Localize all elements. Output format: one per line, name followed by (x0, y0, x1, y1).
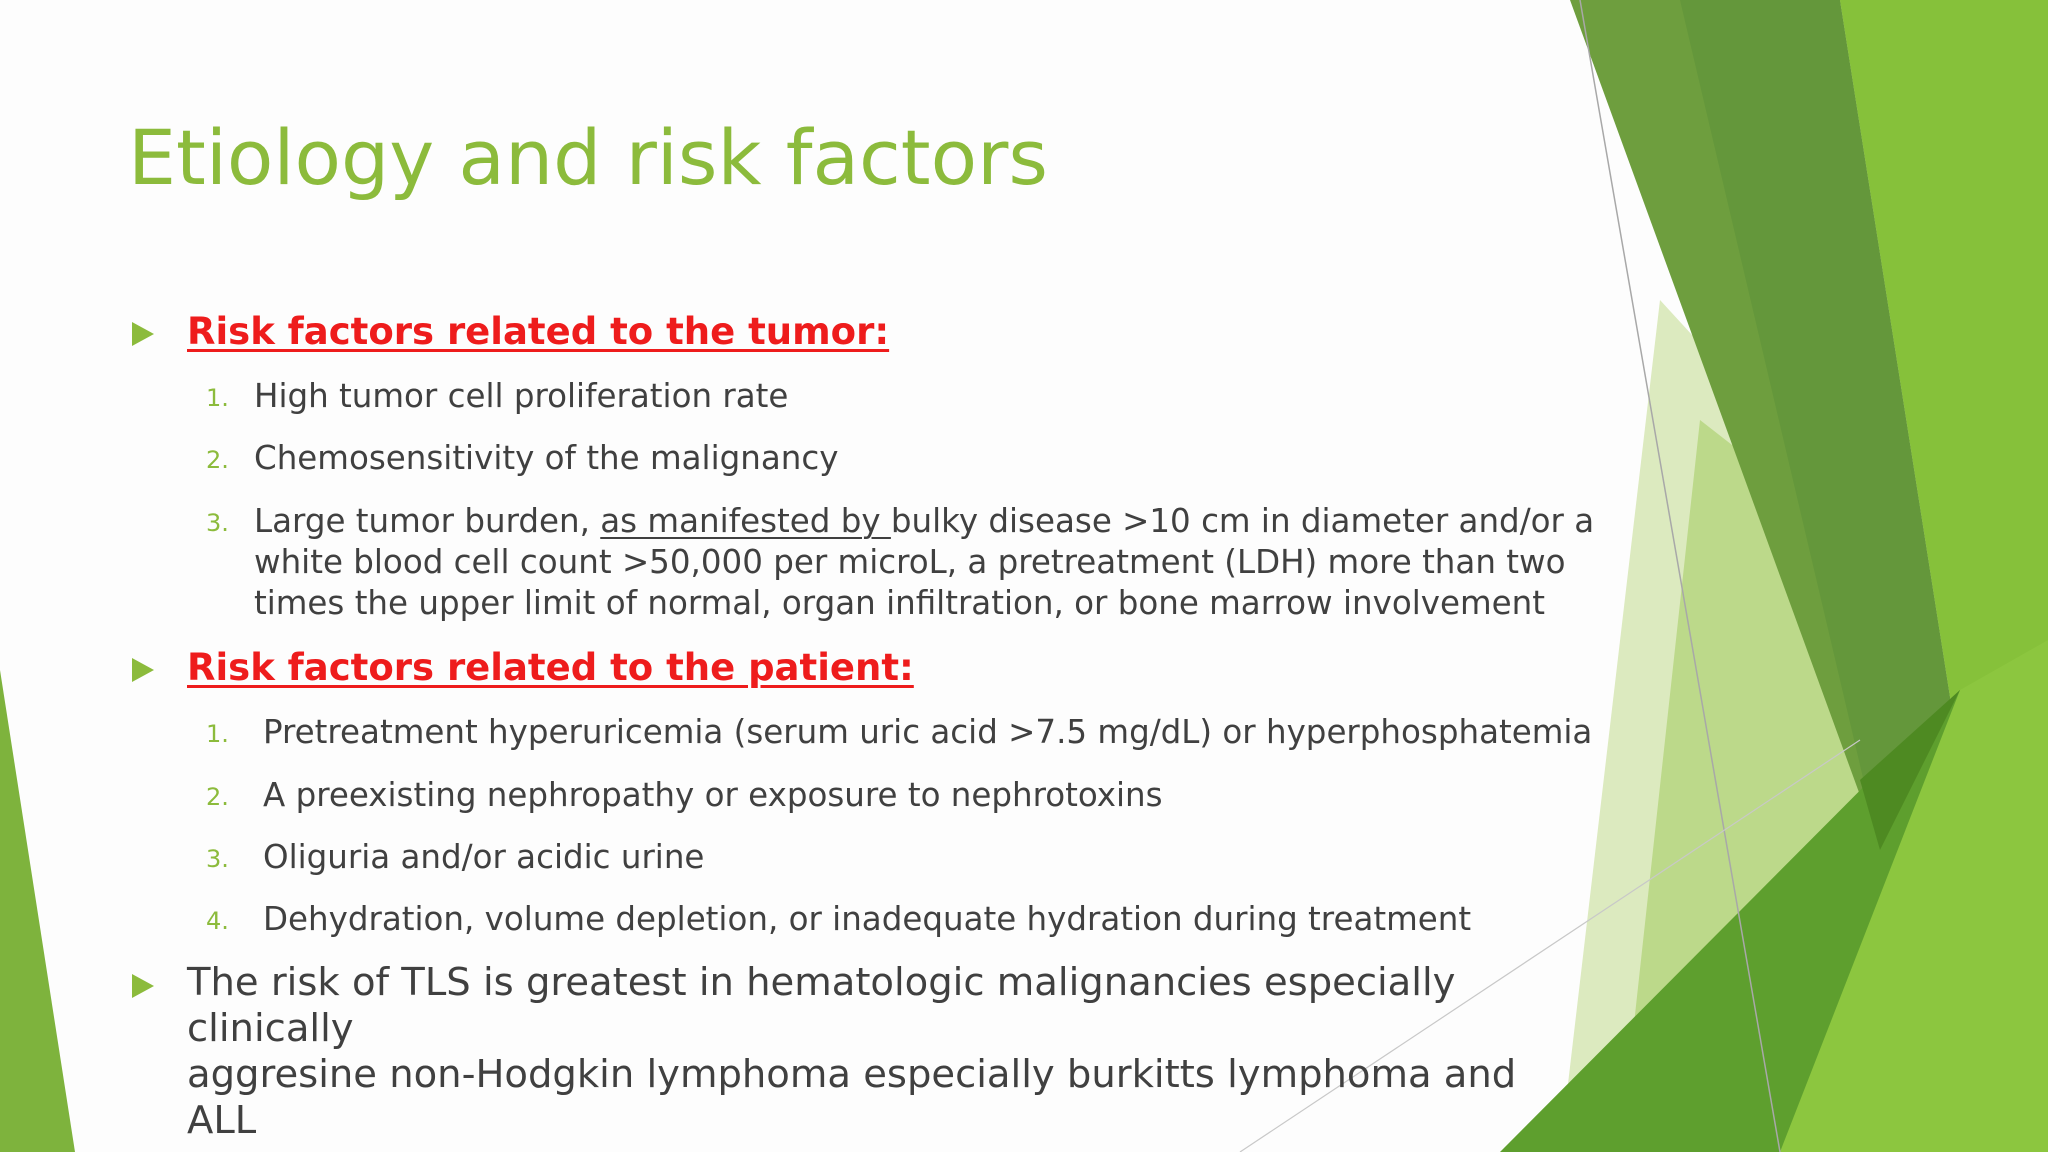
list-item: Chemosensitivity of the malignancy (254, 439, 839, 477)
list-item-line (254, 501, 1594, 542)
list-number: 3. (206, 845, 229, 873)
left-green-sliver (0, 670, 75, 1152)
list-item-line: white blood cell count >50,000 per microL, a pretreatment (LDH) more than two (254, 543, 1566, 581)
summary-paragraph (187, 960, 1537, 1144)
summary-line: aggresine non-Hodgkin lymphoma especially burkitts lymphoma and ALL (187, 1052, 1517, 1143)
list-item-text: bulky disease >10 cm in diameter and/or a (890, 502, 1595, 540)
summary-line: The risk of TLS is greatest in hematologic malignancies especially clinically (187, 960, 1456, 1051)
list-item: Oliguria and/or acidic urine (263, 838, 705, 876)
list-number: 2. (206, 783, 229, 811)
bullet-triangle-icon (132, 974, 154, 998)
list-item: Pretreatment hyperuricemia (serum uric acid >7.5 mg/dL) or hyperphosphatemia (263, 713, 1593, 751)
list-item-line: times the upper limit of normal, organ infiltration, or bone marrow involvement (254, 584, 1545, 622)
list-number: 2. (206, 446, 229, 474)
slide-title: Etiology and risk factors (128, 113, 1048, 202)
section-heading-patient: Risk factors related to the patient: (187, 646, 914, 689)
section-heading-tumor: Risk factors related to the tumor: (187, 310, 890, 353)
underlined-phrase: as manifested by (600, 502, 891, 540)
list-number: 1. (206, 384, 229, 412)
list-item-text: Large tumor burden, (254, 502, 601, 540)
list-number: 1. (206, 720, 229, 748)
bullet-triangle-icon (132, 658, 154, 682)
list-item: A preexisting nephropathy or exposure to nephrotoxins (263, 776, 1163, 814)
list-number: 4. (206, 907, 229, 935)
list-number: 3. (206, 509, 229, 537)
bullet-triangle-icon (132, 322, 154, 346)
list-item: Dehydration, volume depletion, or inadequate hydration during treatment (263, 900, 1472, 938)
list-item: High tumor cell proliferation rate (254, 377, 789, 415)
